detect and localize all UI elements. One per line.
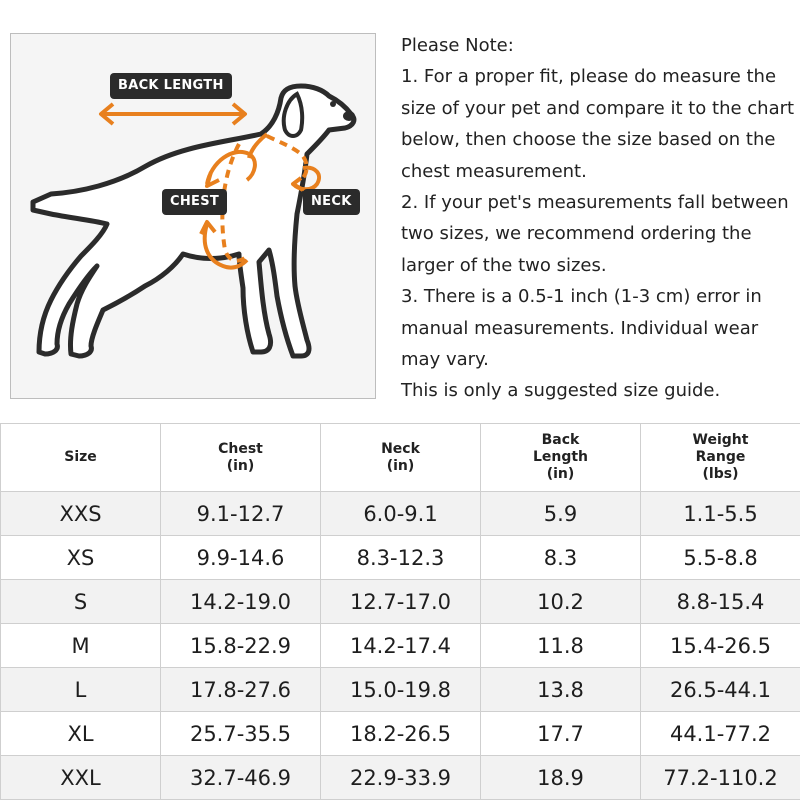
note-line: 3. There is a 0.5-1 inch (1-3 cm) error in bbox=[401, 286, 762, 308]
cell-back-length: 18.9 bbox=[481, 756, 641, 800]
cell-neck: 8.3-12.3 bbox=[321, 536, 481, 580]
cell-neck: 12.7-17.0 bbox=[321, 580, 481, 624]
cell-weight-range: 8.8-15.4 bbox=[641, 580, 800, 624]
cell-size: M bbox=[1, 624, 161, 668]
cell-size: S bbox=[1, 580, 161, 624]
cell-size: XL bbox=[1, 712, 161, 756]
header-weight-range: Weight Range (lbs) bbox=[641, 424, 800, 492]
note-line: 2. If your pet's measurements fall between bbox=[401, 192, 789, 214]
size-table bbox=[0, 423, 800, 800]
cell-size: L bbox=[1, 668, 161, 712]
table-row bbox=[1, 668, 800, 712]
size-chart bbox=[0, 423, 800, 800]
note-line: chest measurement. bbox=[401, 160, 587, 182]
neck-label: NECK bbox=[303, 189, 360, 215]
header-back-length: Back Length (in) bbox=[481, 424, 641, 492]
cell-weight-range: 15.4-26.5 bbox=[641, 624, 800, 668]
note-line: 1. For a proper fit, please do measure the bbox=[401, 66, 777, 88]
dog-outline bbox=[33, 86, 354, 356]
cell-back-length: 17.7 bbox=[481, 712, 641, 756]
cell-size: XXL bbox=[1, 756, 161, 800]
cell-chest: 25.7-35.5 bbox=[161, 712, 321, 756]
cell-chest: 17.8-27.6 bbox=[161, 668, 321, 712]
cell-back-length: 11.8 bbox=[481, 624, 641, 668]
note-line: two sizes, we recommend ordering the bbox=[401, 223, 752, 245]
cell-size: XXS bbox=[1, 492, 161, 536]
table-row bbox=[1, 492, 800, 536]
cell-neck: 14.2-17.4 bbox=[321, 624, 481, 668]
header-row bbox=[1, 424, 800, 492]
header-neck: Neck (in) bbox=[321, 424, 481, 492]
cell-chest: 9.1-12.7 bbox=[161, 492, 321, 536]
cell-chest: 32.7-46.9 bbox=[161, 756, 321, 800]
cell-size: XS bbox=[1, 536, 161, 580]
table-row bbox=[1, 712, 800, 756]
cell-chest: 14.2-19.0 bbox=[161, 580, 321, 624]
back-length-label: BACK LENGTH bbox=[110, 73, 232, 99]
note-line: below, then choose the size based on the bbox=[401, 129, 776, 151]
table-row bbox=[1, 580, 800, 624]
header-chest: Chest (in) bbox=[161, 424, 321, 492]
note-line: manual measurements. Individual wear bbox=[401, 317, 759, 339]
cell-chest: 9.9-14.6 bbox=[161, 536, 321, 580]
note-heading: Please Note: bbox=[401, 35, 514, 56]
table-row bbox=[1, 624, 800, 668]
cell-neck: 22.9-33.9 bbox=[321, 756, 481, 800]
table-body bbox=[1, 492, 800, 800]
cell-back-length: 8.3 bbox=[481, 536, 641, 580]
dog-nose bbox=[343, 111, 355, 121]
size-note bbox=[401, 30, 797, 407]
chest-label: CHEST bbox=[162, 189, 227, 215]
cell-weight-range: 77.2-110.2 bbox=[641, 756, 800, 800]
table-row bbox=[1, 536, 800, 580]
cell-weight-range: 44.1-77.2 bbox=[641, 712, 800, 756]
note-line: larger of the two sizes. bbox=[401, 254, 607, 276]
table-row bbox=[1, 756, 800, 800]
cell-neck: 15.0-19.8 bbox=[321, 668, 481, 712]
cell-weight-range: 5.5-8.8 bbox=[641, 536, 800, 580]
note-line: size of your pet and compare it to the chart bbox=[401, 97, 795, 119]
note-line: This is only a suggested size guide. bbox=[401, 380, 721, 402]
cell-back-length: 13.8 bbox=[481, 668, 641, 712]
cell-back-length: 10.2 bbox=[481, 580, 641, 624]
measurement-diagram bbox=[10, 33, 376, 399]
cell-chest: 15.8-22.9 bbox=[161, 624, 321, 668]
dog-eye bbox=[330, 101, 336, 107]
cell-neck: 6.0-9.1 bbox=[321, 492, 481, 536]
cell-weight-range: 26.5-44.1 bbox=[641, 668, 800, 712]
cell-weight-range: 1.1-5.5 bbox=[641, 492, 800, 536]
note-line: may vary. bbox=[401, 349, 489, 371]
cell-back-length: 5.9 bbox=[481, 492, 641, 536]
cell-neck: 18.2-26.5 bbox=[321, 712, 481, 756]
header-size: Size bbox=[1, 424, 161, 492]
